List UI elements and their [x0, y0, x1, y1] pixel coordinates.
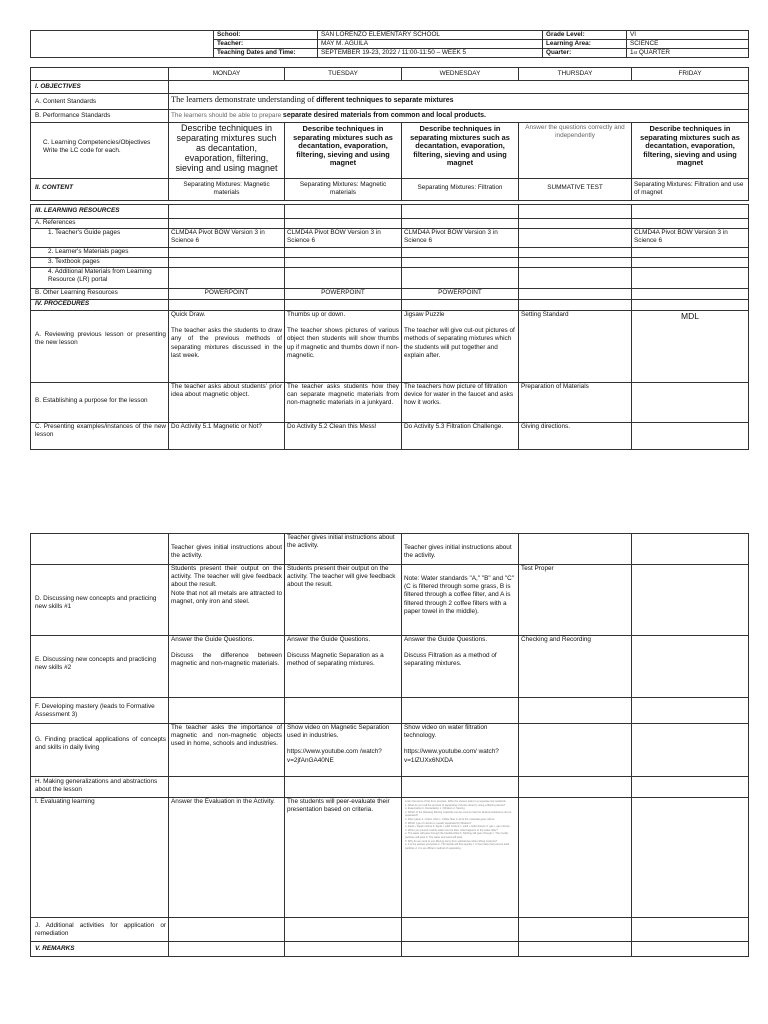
- quarter-value: [627, 49, 749, 58]
- j-1: [169, 918, 285, 942]
- header-blank-cell: [31, 31, 214, 58]
- applications-friday: [632, 724, 749, 777]
- instructions-tuesday: Teacher gives initial instructions about the activity.: [285, 534, 402, 565]
- guide-monday: Answer the Guide Questions.: [171, 636, 255, 643]
- quiz-line: a. It is the easiest procedure b. The liquids will flow quickly c. It has holes that prevent solid particles d. It is an efficient method of separating: [405, 843, 510, 850]
- quarter-text: QUARTER: [637, 49, 670, 56]
- discussing-1-tuesday: Students present their output on the activity. The teacher will give feedback about the result.: [285, 565, 402, 636]
- presenting-monday: Do Activity 5.1 Magnetic or Not?: [169, 423, 285, 450]
- j-4: [519, 918, 632, 942]
- quiz-line: 2. Which of the following filtering materials can be used so that the desired substance can be separated?: [405, 810, 512, 818]
- f-3: [402, 698, 519, 724]
- evaluating-friday: [632, 798, 749, 918]
- ppt-wednesday: POWERPOINT: [402, 289, 519, 300]
- discussing-2-wednesday-text: Discuss Filtration as a method of separating mixtures.: [404, 652, 497, 668]
- res-blank-3: [402, 205, 519, 219]
- proc-blank-5: [632, 300, 749, 311]
- content-monday: Separating Mixtures: Magnetic materials: [169, 179, 285, 201]
- presenting-friday: [632, 423, 749, 450]
- dll-table-page1: [30, 67, 749, 450]
- content-standards-text-a: The learners demonstrate understanding of: [171, 95, 315, 104]
- presenting-examples-label: C. Presenting examples/instances of the new lesson: [31, 423, 169, 450]
- reviewing-wednesday: [402, 311, 519, 383]
- discussing-1-label: D. Discussing new concepts and practicing new skills #1: [31, 565, 169, 636]
- h-1: [169, 777, 285, 798]
- quiz-line: a. The water will pass through the handkerchief b. Nothing will pass through c. The muddy particles will pass d. The water and sand will pass: [405, 832, 509, 839]
- dates-label: Teaching Dates and Time:: [214, 49, 318, 58]
- teacher-value: MAY M. AGUILA: [318, 40, 543, 49]
- applications-monday: The teacher asks the importance of magnetic and non-magnetic objects used in home, schools and industries.: [169, 724, 285, 777]
- j-3: [402, 918, 519, 942]
- r-3: [402, 942, 519, 957]
- quarter-number: 1: [630, 49, 634, 56]
- proc-blank-4: [519, 300, 632, 311]
- additional-materials-label: 4. Additional Materials from Learning Resource (LR) portal: [31, 268, 169, 289]
- discussing-2-monday-text: Discuss the difference between magnetic and non-magnetic materials.: [171, 652, 282, 668]
- developing-mastery-label: F. Developing mastery (leads to Formative Assessment 3): [31, 698, 169, 724]
- competency-wednesday: Describe techniques in separating mixtures such as decantation, evaporation, filtering, sieving and using magnet: [402, 123, 519, 179]
- content-standards-value: [169, 94, 749, 110]
- discussing-2-wednesday: [402, 636, 519, 698]
- quiz-line: Learn the items of the from exercise. Write the chosen letter in a separate test notebook.: [405, 800, 507, 803]
- references-label: A. References: [31, 219, 169, 229]
- discussing-1-monday-note: Note that not all metals are attracted to magnet, only iron and steel.: [171, 589, 282, 605]
- ppt-monday: POWERPOINT: [169, 289, 285, 300]
- reviewing-wednesday-title: Jigsaw Puzzle: [404, 311, 445, 318]
- j-5: [632, 918, 749, 942]
- ref-blank-5: [632, 219, 749, 229]
- tb-4: [519, 258, 632, 268]
- discussing-1-monday: [169, 565, 285, 636]
- p2-thursday-blank: [519, 534, 632, 565]
- competency-friday: Describe techniques in separating mixtures such as decantation, evaporation, filtering, sieving and using magnet: [632, 123, 749, 179]
- proc-blank-1: [169, 300, 285, 311]
- objectives-blank: [169, 81, 749, 94]
- tb-3: [402, 258, 519, 268]
- generalizations-label: H. Making generalizations and abstractions about the lesson: [31, 777, 169, 798]
- lr-5: [632, 268, 749, 289]
- quiz-line: 1. What do you call the process of separating mixtures done by using a filtering device?: [405, 803, 506, 807]
- objectives-heading: I. OBJECTIVES: [31, 81, 169, 94]
- applications-tuesday: [285, 724, 402, 777]
- p2-label-blank: [31, 534, 169, 565]
- teacher-label: Teacher:: [214, 40, 318, 49]
- lm-4: [519, 248, 632, 258]
- content-tuesday: Separating Mixtures: Magnetic materials: [285, 179, 402, 201]
- discussing-1-friday: [632, 565, 749, 636]
- tg-tuesday: CLMD4A Pivot BOW Version 3 in Science 6: [285, 229, 402, 248]
- school-label: School:: [214, 31, 318, 40]
- quiz-line: 5. Why do we need to use filtering items from substances when sifting mixtures?: [405, 839, 498, 843]
- discussing-2-friday: [632, 636, 749, 698]
- tb-5: [632, 258, 749, 268]
- lm-5: [632, 248, 749, 258]
- quiz-line: 3. Which type of mixture is usually separated by filtration?: [405, 821, 472, 825]
- discussing-1-thursday: Test Proper: [519, 565, 632, 636]
- reviewing-monday: [169, 311, 285, 383]
- tg-thursday: [519, 229, 632, 248]
- res-blank-4: [519, 205, 632, 219]
- lr-4: [519, 268, 632, 289]
- f-5: [632, 698, 749, 724]
- teachers-guide-label: 1. Teacher's Guide pages: [31, 229, 169, 248]
- content-friday: Separating Mixtures: Filtration and use of magnet: [632, 179, 749, 201]
- header-table: [30, 30, 749, 58]
- quiz-line: a. Filter paper b. Cotton cloth c. Coffee filter d. all of the materials given above: [405, 817, 495, 821]
- tb-2: [285, 258, 402, 268]
- textbook-label: 3. Textbook pages: [31, 258, 169, 268]
- content-standards-text-b: different techniques to separate mixtures: [314, 97, 454, 104]
- day-monday: MONDAY: [169, 68, 285, 81]
- ppt-thursday: [519, 289, 632, 300]
- discussing-2-tuesday: [285, 636, 402, 698]
- applications-thursday: [519, 724, 632, 777]
- r-5: [632, 942, 749, 957]
- additional-activities-label: J. Additional activities for application or remediation: [31, 918, 169, 942]
- reviewing-tuesday-title: Thumbs up or down.: [287, 311, 346, 318]
- j-2: [285, 918, 402, 942]
- applications-wednesday: [402, 724, 519, 777]
- performance-text-a: The learners should be able to prepare: [171, 112, 283, 119]
- reviewing-wednesday-text: The teacher will give cut-out pictures of methods of separating mixtures which the students will put together and explain after.: [404, 327, 515, 359]
- f-2: [285, 698, 402, 724]
- reviewing-monday-text: The teacher asks the students to draw any of the previous methods of separating mixtures discussed in the last week.: [171, 327, 282, 359]
- h-4: [519, 777, 632, 798]
- discussing-2-thursday: Checking and Recording: [519, 636, 632, 698]
- f-1: [169, 698, 285, 724]
- lm-1: [169, 248, 285, 258]
- purpose-friday: [632, 383, 749, 423]
- ref-blank-2: [285, 219, 402, 229]
- lr-1: [169, 268, 285, 289]
- quarter-label: Quarter:: [543, 49, 627, 58]
- school-value: SAN LORENZO ELEMENTARY SCHOOL: [318, 31, 543, 40]
- other-resources-label: B. Other Learning Resources: [31, 289, 169, 300]
- dates-value: SEPTEMBER 19-23, 2022 / 11:00-11:50 – WEEK 5: [318, 49, 543, 58]
- competency-thursday: Answer the questions correctly and independently: [519, 123, 632, 179]
- day-tuesday: TUESDAY: [285, 68, 402, 81]
- ref-blank-4: [519, 219, 632, 229]
- content-standards-label: A. Content Standards: [31, 94, 169, 110]
- evaluating-tuesday: The students will peer-evaluate their presentation based on criteria.: [285, 798, 402, 918]
- reviewing-lesson-label: A. Reviewing previous lesson or presenting the new lesson: [31, 311, 169, 383]
- performance-standards-value: [169, 110, 749, 123]
- ref-blank-1: [169, 219, 285, 229]
- evaluating-wednesday-quiz: [402, 798, 519, 918]
- area-value: SCIENCE: [627, 40, 749, 49]
- day-thursday: THURSDAY: [519, 68, 632, 81]
- discussing-1-monday-text: Students present their output on the activity. The teacher will give feedback about the result.: [171, 565, 282, 589]
- h-2: [285, 777, 402, 798]
- video-link-magnetic[interactable]: https://www.youtube.com /watch?v=2jfAnGA40NE: [287, 748, 382, 764]
- r-4: [519, 942, 632, 957]
- evaluating-monday: Answer the Evaluation in the Activity.: [169, 798, 285, 918]
- tg-wednesday: CLMD4A Pivot BOW Version 3 in Science 6: [402, 229, 519, 248]
- learners-materials-label: 2. Learner's Materials pages: [31, 248, 169, 258]
- corner-cell: [31, 68, 169, 81]
- day-wednesday: WEDNESDAY: [402, 68, 519, 81]
- ppt-tuesday: POWERPOINT: [285, 289, 402, 300]
- content-thursday: SUMMATIVE TEST: [519, 179, 632, 201]
- res-blank-5: [632, 205, 749, 219]
- resources-heading: III. LEARNING RESOURCES: [31, 205, 169, 219]
- h-3: [402, 777, 519, 798]
- reviewing-thursday: Setting Standard: [519, 311, 632, 383]
- guide-wednesday: Answer the Guide Questions.: [404, 636, 488, 643]
- res-blank-2: [285, 205, 402, 219]
- applications-tuesday-text: Show video on Magnetic Separation used in industries.: [287, 724, 390, 740]
- lr-3: [402, 268, 519, 289]
- content-label: II. CONTENT: [31, 179, 169, 201]
- r-1: [169, 942, 285, 957]
- area-label: Learning Area:: [543, 40, 627, 49]
- res-blank-1: [169, 205, 285, 219]
- reviewing-friday: MDL: [632, 311, 749, 383]
- presenting-wednesday: Do Activity 5.3 Filtration Challenge.: [402, 423, 519, 450]
- reviewing-tuesday-text: The teacher shows pictures of various object then students will show thumbs up if magnetic and thumbs down if non-magnetic.: [287, 327, 399, 359]
- ppt-friday: [632, 289, 749, 300]
- competency-monday: Describe techniques in separating mixtures such as decantation, evaporation, filtering, sieving and using magnet: [169, 123, 285, 179]
- reviewing-monday-title: Quick Draw.: [171, 311, 206, 318]
- proc-blank-3: [402, 300, 519, 311]
- evaluating-thursday: [519, 798, 632, 918]
- h-5: [632, 777, 749, 798]
- purpose-wednesday: The teachers how picture of filtration device for water in the faucet and asks how it works.: [402, 383, 519, 423]
- dll-table-page2: [30, 533, 749, 957]
- competencies-label: C. Learning Competencies/Objectives Write the LC code for each.: [31, 123, 169, 179]
- f-4: [519, 698, 632, 724]
- practical-applications-label: G. Finding practical applications of concepts and skills in daily living: [31, 724, 169, 777]
- tb-1: [169, 258, 285, 268]
- discussing-1-wednesday: Note: Water standards "A," "B" and "C" (C is filtered through some grass, B is filtered through a coffee filter, and A is filtered through 2 coffee filters with a paper towel in the middle).: [402, 565, 519, 636]
- content-wednesday: Separating Mixtures: Filtration: [402, 179, 519, 201]
- grade-label: Grade Level:: [543, 31, 627, 40]
- tg-monday: CLMD4A Pivot BOW Version 3 in Science 6: [169, 229, 285, 248]
- purpose-thursday: Preparation of Materials: [519, 383, 632, 423]
- proc-blank-2: [285, 300, 402, 311]
- r-2: [285, 942, 402, 957]
- purpose-tuesday: The teacher asks students how they can separate magnetic materials from non-magnetic materials in a junkyard.: [285, 383, 402, 423]
- applications-wednesday-text: Show video on water filtration technology.: [404, 724, 488, 740]
- performance-standards-label: B. Performance Standards: [31, 110, 169, 123]
- performance-text-b: separate desired materials from common and local products.: [282, 112, 486, 119]
- remarks-label: V. REMARKS: [31, 942, 169, 957]
- evaluating-label: I. Evaluating learning: [31, 798, 169, 918]
- p2-friday-blank: [632, 534, 749, 565]
- guide-tuesday: Answer the Guide Questions.: [287, 636, 371, 643]
- competency-tuesday: Describe techniques in separating mixtures such as decantation, evaporation, filtering, sieving and using magnet: [285, 123, 402, 179]
- instructions-wednesday: Teacher gives initial instructions about the activity.: [402, 534, 519, 565]
- presenting-thursday: Giving directions.: [519, 423, 632, 450]
- instructions-monday: Teacher gives initial instructions about the activity.: [169, 534, 285, 565]
- discussing-2-tuesday-text: Discuss Magnetic Separation as a method of separating mixtures.: [287, 652, 384, 668]
- purpose-label: B. Establishing a purpose for the lesson: [31, 383, 169, 423]
- tg-friday: CLMD4A Pivot BOW Version 3 in Science 6: [632, 229, 749, 248]
- ref-blank-3: [402, 219, 519, 229]
- quarter-suffix: st: [633, 50, 638, 55]
- grade-value: VI: [627, 31, 749, 40]
- lm-3: [402, 248, 519, 258]
- quiz-line: a. liquid + liquid mixture b. liquid + solid mixture c. solid + solid mixture d. gas + gas mixture: [405, 825, 510, 829]
- lm-2: [285, 248, 402, 258]
- lr-2: [285, 268, 402, 289]
- day-friday: FRIDAY: [632, 68, 749, 81]
- discussing-2-label: E. Discussing new concepts and practicing new skills #2: [31, 636, 169, 698]
- reviewing-tuesday: [285, 311, 402, 383]
- purpose-monday: The teacher asks about students' prior idea about magnetic object.: [169, 383, 285, 423]
- video-link-filtration[interactable]: https://www.youtube.com/ watch?v=1lZUXx6NXDA: [404, 748, 499, 764]
- procedures-heading: IV. PROCEDURES: [31, 300, 169, 311]
- quiz-line: 4. When you poured muddy water into the filter, what happens to the water after?: [405, 828, 498, 832]
- quiz-line: a. Evaporation b. Decantation c. Filtration d. Sieving: [405, 807, 465, 811]
- discussing-2-monday: [169, 636, 285, 698]
- presenting-tuesday: Do Activity 5.2 Clean this Mess!: [285, 423, 402, 450]
